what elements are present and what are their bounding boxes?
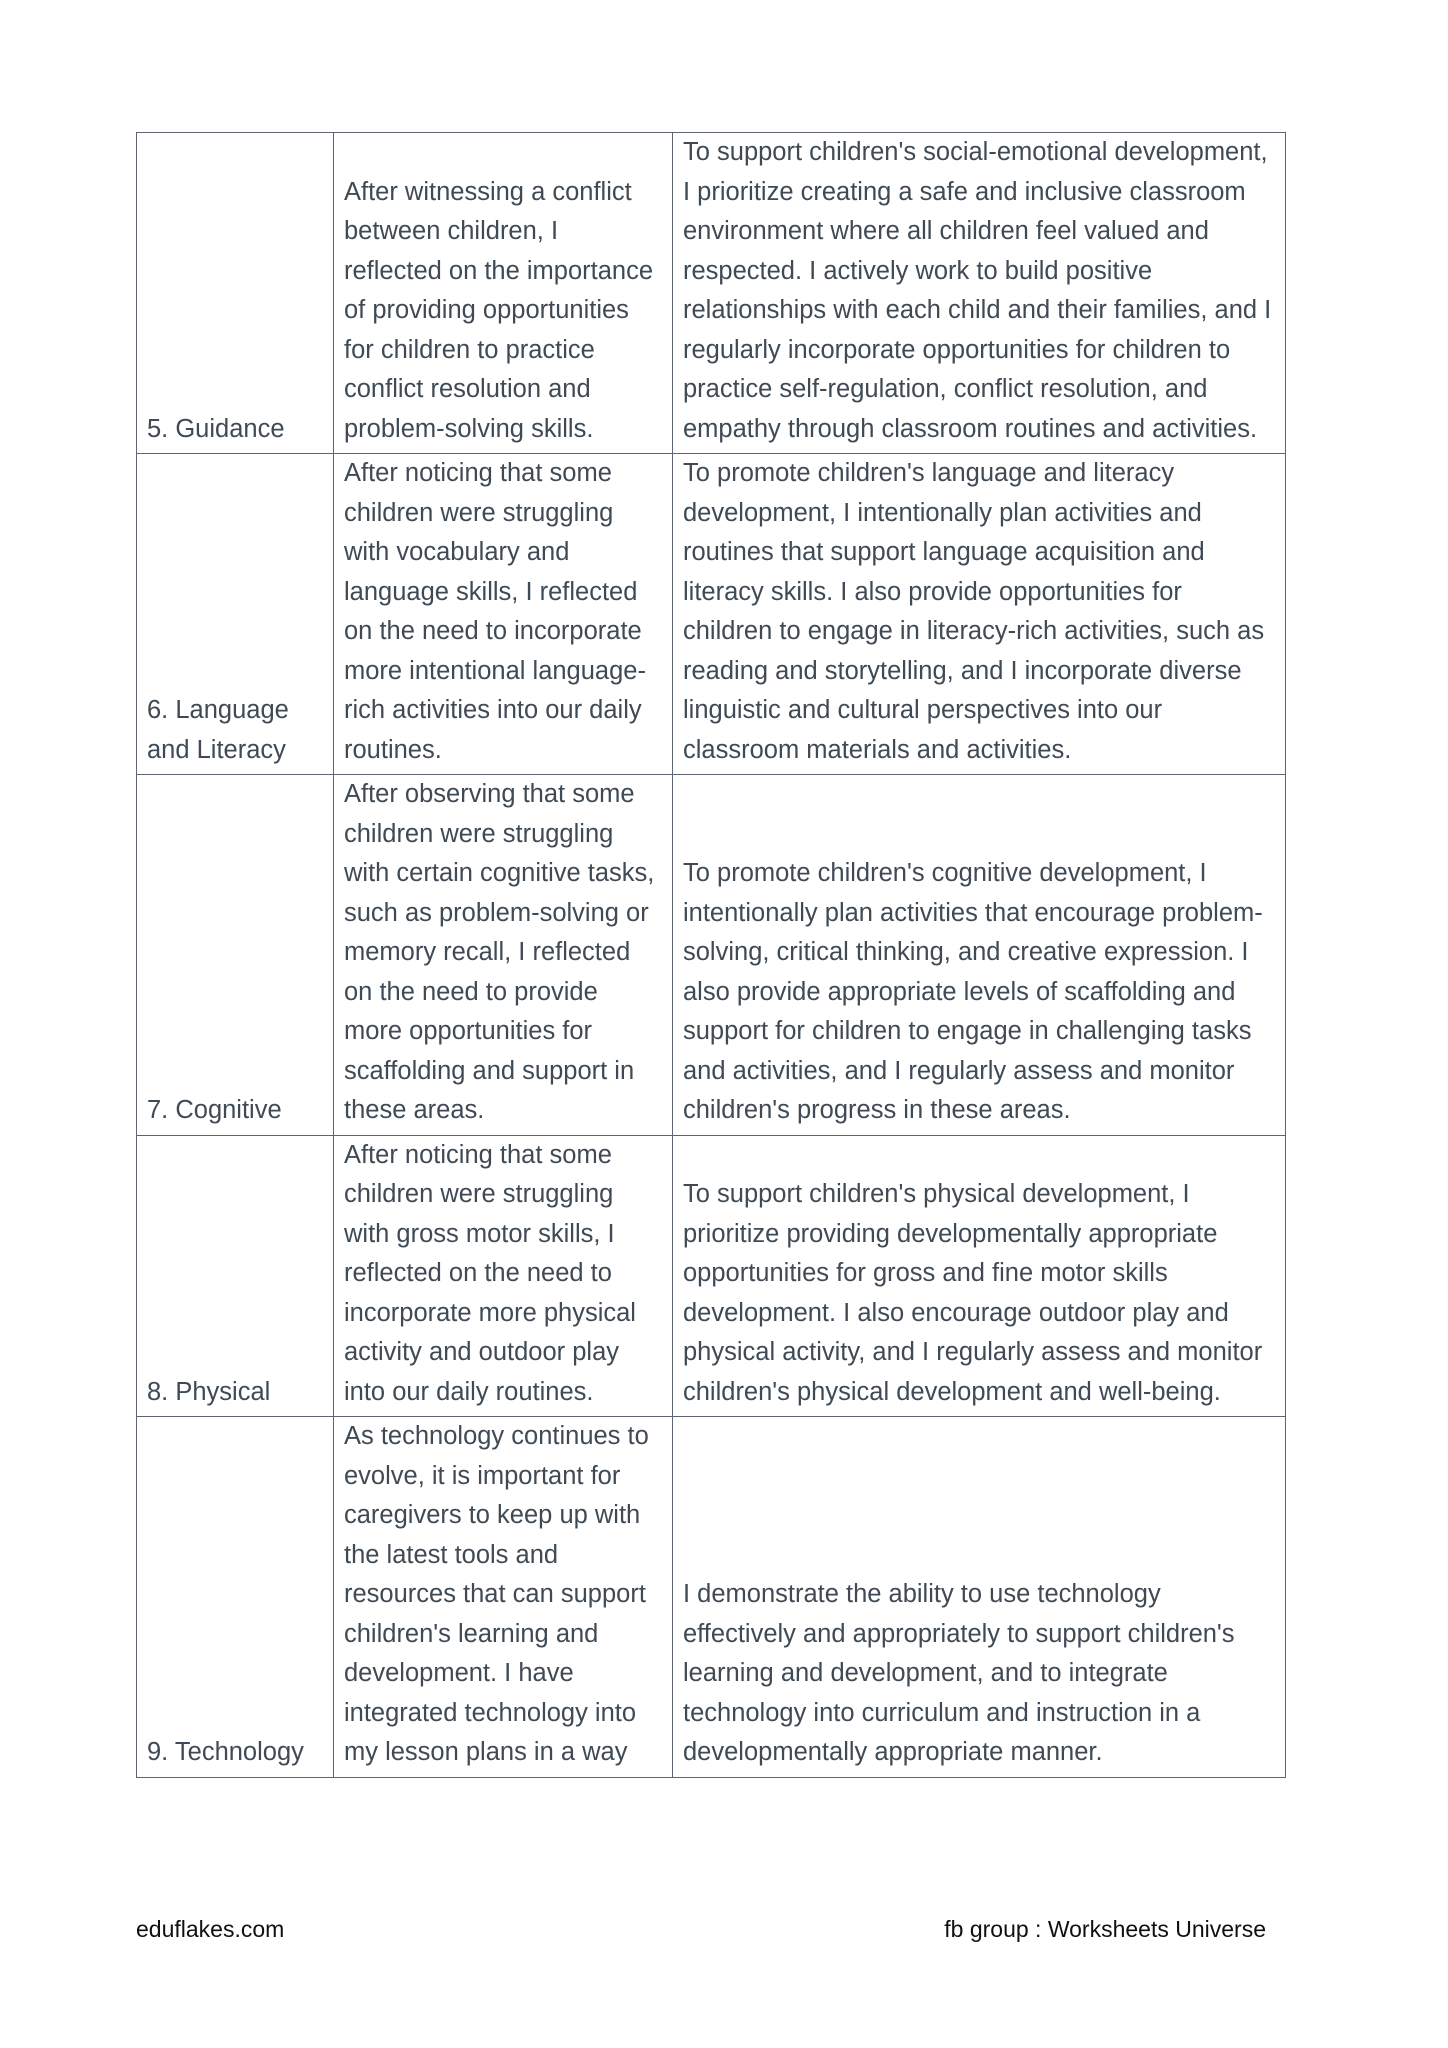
reflection-text: After noticing that some children were struggling with gross motor skills, I reflected on the need to incorporate more physical activity and outdoor play into our daily routines.	[344, 1140, 636, 1406]
practice-cell	[673, 454, 1286, 775]
table-row	[137, 775, 1286, 1136]
reflection-table-container	[136, 132, 1272, 1778]
domain-cell	[137, 1417, 334, 1778]
footer-fbgroup-label: fb group : Worksheets Universe	[944, 1916, 1266, 1942]
reflection-cell	[334, 454, 673, 775]
page-footer	[136, 1916, 1312, 1943]
practice-cell	[673, 1135, 1286, 1417]
domain-label: 9. Technology	[147, 1738, 304, 1766]
reflection-cell	[334, 133, 673, 454]
practice-text: To support children's physical development, I prioritize providing developmentally appropriate opportunities for gross and fine motor skills development. I also encourage outdoor play and physical activity, and I regularly assess and monitor children's physical development and well-being.	[683, 1180, 1263, 1406]
practice-cell	[673, 1417, 1286, 1778]
reflection-cell	[334, 775, 673, 1136]
reflection-cell	[334, 1417, 673, 1778]
table-row	[137, 454, 1286, 775]
reflection-text: As technology continues to evolve, it is important for caregivers to keep up with the latest tools and resources that can support children's learning and development. I have integrated technology into my lesson plans in a way	[344, 1422, 649, 1766]
practice-text: To promote children's language and literacy development, I intentionally plan activities and routines that support language acquisition and literacy skills. I also provide opportunities for children to engage in literacy-rich activities, such as reading and storytelling, and I incorporate diverse linguistic and cultural perspectives into our classroom materials and activities.	[683, 459, 1265, 764]
table-row	[137, 133, 1286, 454]
practice-cell	[673, 133, 1286, 454]
reflection-text: After observing that some children were struggling with certain cognitive tasks, such as problem-solving or memory recall, I reflected on the need to provide more opportunities for scaffolding and support in these areas.	[344, 780, 655, 1124]
reflection-text: After noticing that some children were struggling with vocabulary and language skills, I reflected on the need to incorporate more intentional language-rich activities into our daily routines.	[344, 459, 646, 764]
domain-cell	[137, 133, 334, 454]
domain-label: 7. Cognitive	[147, 1096, 282, 1124]
reflection-table	[136, 132, 1286, 1778]
practice-cell	[673, 775, 1286, 1136]
domain-cell	[137, 1135, 334, 1417]
practice-text: To support children's social-emotional development, I prioritize creating a safe and inclusive classroom environment where all children feel valued and respected. I actively work to build positive relationships with each child and their families, and I regularly incorporate opportunities for children to practice self-regulation, conflict resolution, and empathy through classroom routines and activities.	[683, 138, 1272, 443]
table-body	[137, 133, 1286, 1778]
practice-text: I demonstrate the ability to use technology effectively and appropriately to support children's learning and development, and to integrate technology into curriculum and instruction in a developmentally appropriate manner.	[683, 1580, 1235, 1766]
domain-label: 6. Language and Literacy	[147, 696, 289, 764]
reflection-cell	[334, 1135, 673, 1417]
table-row	[137, 1417, 1286, 1778]
domain-label: 5. Guidance	[147, 414, 285, 443]
domain-cell	[137, 454, 334, 775]
reflection-text: After witnessing a conflict between children, I reflected on the importance of providing opportunities for children to practice conflict resolution and problem-solving skills.	[344, 177, 654, 443]
practice-text: To promote children's cognitive development, I intentionally plan activities that encourage problem-solving, critical thinking, and creative expression. I also provide appropriate levels of scaffolding and support for children to engage in challenging tasks and activities, and I regularly assess and monitor children's progress in these areas.	[683, 859, 1263, 1124]
table-row	[137, 1135, 1286, 1417]
domain-cell	[137, 775, 334, 1136]
footer-site-label: eduflakes.com	[136, 1916, 285, 1942]
domain-label: 8. Physical	[147, 1377, 271, 1406]
